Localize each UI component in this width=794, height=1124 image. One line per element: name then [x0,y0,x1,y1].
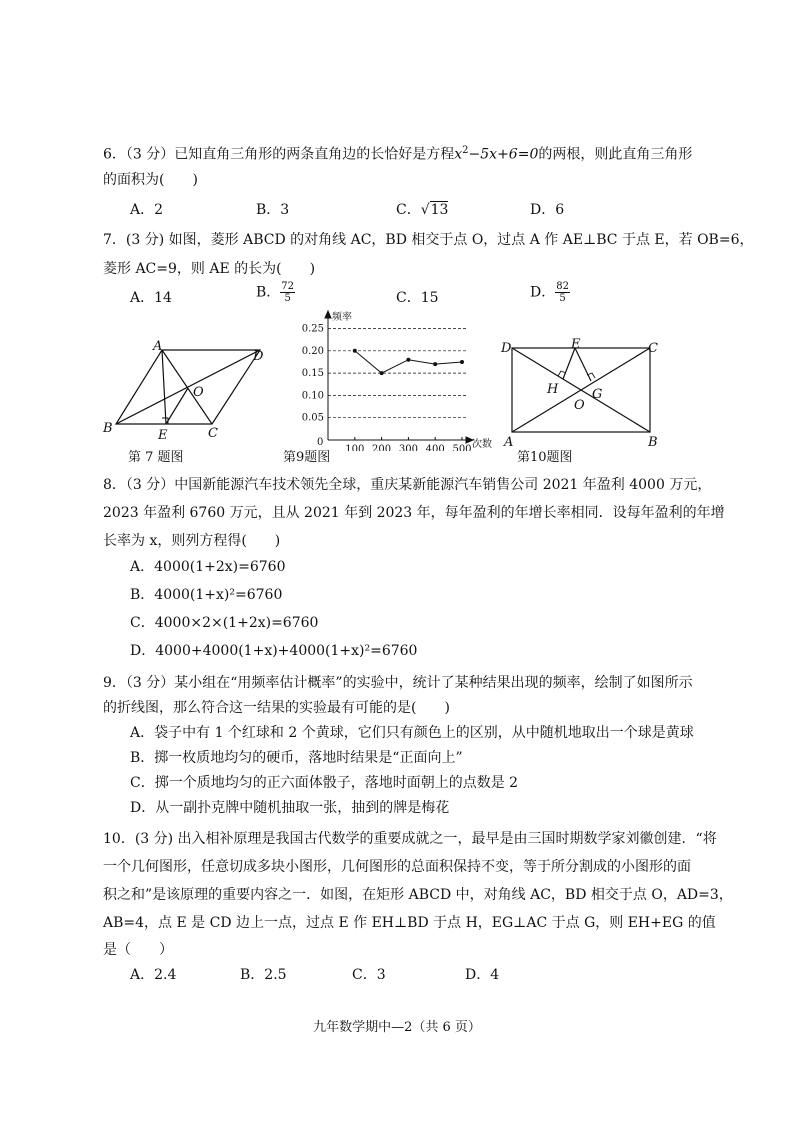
label-e: E [158,428,168,443]
y-tick-label: 0.05 [301,412,324,424]
q6-equation-x: x [454,146,463,163]
q6-option-c: C．√13 [396,202,449,218]
q9-stem-line2: 的折线图，那么符合这一结果的实验最有可能的是( ) [103,700,450,716]
label-o: O [574,398,585,413]
label-b: B [103,421,113,436]
y-tick-label: 0.10 [301,390,324,402]
q10-option-d: D．4 [465,967,500,983]
q8-stem-line2: 2023 年盈利 6760 万元，且从 2021 年到 2023 年，每年盈利的年增长率相同．设每年盈利的年增 [103,505,725,521]
page-footer: 九年数学期中—2（共 6 页） [313,1020,481,1035]
q8-stem-line3: 长率为 x，则列方程得( ) [103,533,281,549]
label-d: D [253,349,264,364]
label-g: G [592,387,603,402]
data-point [406,358,410,362]
q10-stem-line1: 10．(3 分) 出入相补原理是我国古代数学的重要成就之一，最早是由三国时期数学家刘徽创建．“将 [103,831,717,847]
q7-option-a: A．14 [130,290,172,306]
label-e: E [571,337,581,352]
figure-10-caption: 第10题图 [517,450,573,465]
q10-stem-line4: AB=4，点 E 是 CD 边上一点，过点 E 作 EH⊥BD 于点 H，EG⊥AC 于点 G，则 EH+EG 的值 [103,915,716,931]
figure-9-caption: 第9题图 [283,450,331,465]
label-b: B [648,435,658,450]
series-line [355,351,462,373]
q6-equation-rest: −5x+6=0 [468,146,539,163]
y-axis-label: 频率 [332,312,352,323]
label-h: H [547,382,559,397]
q6-option-b: B．3 [256,202,290,218]
segment-eh [563,348,575,379]
altitude-ae [162,350,166,424]
label-c: C [648,341,658,356]
y-tick-label: 0.20 [301,345,324,357]
q9-stem-line1: 9．（3 分）某小组在“用频率估计概率”的实验中，统计了某种结果出现的频率，绘制了如图所示 [103,675,693,691]
q8-stem-line1: 8．（3 分）中国新能源汽车技术领先全球，重庆某新能源汽车销售公司 2021 年盈利 4000 万元， [103,477,712,493]
q9-option-b: B．掷一枚质地均匀的硬币，落地时结果是“正面向上” [130,750,463,766]
q6-stem-line1: 6．（3 分）已知直角三角形的两条直角边的长恰好是方程$x^2-5x+6=0$的两根，则此直角三角形 [103,145,693,163]
q10-option-b: B．2.5 [240,967,287,983]
diagonal-bd [116,350,260,424]
label-c: C [208,426,218,441]
x-tick-label: 400 [425,444,445,451]
x-tick-label: 300 [398,444,418,451]
q9-option-d: D．从一副扑克牌中随机抽取一张，抽到的牌是梅花 [130,800,450,816]
q10-stem-line2: 一个几何图形，任意切成多块小图形，几何图形的总面积保持不变，等于所分割成的小图形的面 [103,859,691,875]
data-point [380,371,384,375]
label-d: D [501,341,512,356]
q6-stem-line2: 的面积为( ) [103,172,198,188]
q7-option-b: B． $\frac{72}{5}$ [256,281,295,304]
q7-option-d: D． $\frac{82}{5}$ [530,281,569,304]
q10-option-a: A．2.4 [130,967,177,983]
q7-stem-line2: 菱形 AC=9，则 AE 的长为( ) [103,261,316,277]
y-tick-label: 0.15 [301,368,324,380]
origin-label: 0 [317,437,324,448]
q9-option-a: A．袋子中有 1 个红球和 2 个黄球，它们只有颜色上的区别，从中随机地取出一个球是黄球 [130,725,694,741]
q10-option-c: C．3 [352,967,386,983]
q6-option-a: A．2 [130,202,164,218]
label-a: A [153,339,163,354]
label-a: A [504,435,514,450]
figure-7-caption: 第 7 题图 [128,450,184,465]
data-point [460,360,464,364]
x-axis-label: 次数 [472,439,492,450]
x-tick-label: 500 [452,444,472,451]
q10-stem-line5: 是（ ） [103,942,173,958]
figure-10-rectangle [498,336,668,451]
q8-option-a: A．4000(1+2x)=6760 [130,559,286,575]
q7-option-c: C．15 [396,290,439,306]
y-axis-arrow [325,311,331,318]
data-point [433,362,437,366]
data-point [353,349,357,353]
x-tick-label: 200 [372,444,392,451]
x-tick-label: 100 [345,444,365,451]
figure-7-rhombus [100,338,275,448]
q8-option-c: C．4000×2×(1+2x)=6760 [130,615,319,631]
label-o: O [193,385,204,400]
q6-option-d: D．6 [530,202,565,218]
y-tick-label: 0.25 [301,323,324,335]
segment-eo [166,388,188,424]
q10-stem-line3: 积之和”是该原理的重要内容之一．如图，在矩形 ABCD 中，对角线 AC，BD 相交于点 O，AD=3， [103,887,733,903]
q8-option-b: B．4000(1+x)²=6760 [130,587,283,603]
segment-eg [575,348,591,381]
figure-9-chart [292,306,492,451]
q7-stem-line1: 7．(3 分) 如图，菱形 ABCD 的对角线 AC，BD 相交于点 O，过点 A 作 AE⊥BC 于点 E，若 OB=6， [103,232,754,248]
q8-option-d: D．4000+4000(1+x)+4000(1+x)²=6760 [130,643,418,659]
q9-option-c: C．掷一个质地均匀的正六面体骰子，落地时面朝上的点数是 2 [130,775,519,791]
